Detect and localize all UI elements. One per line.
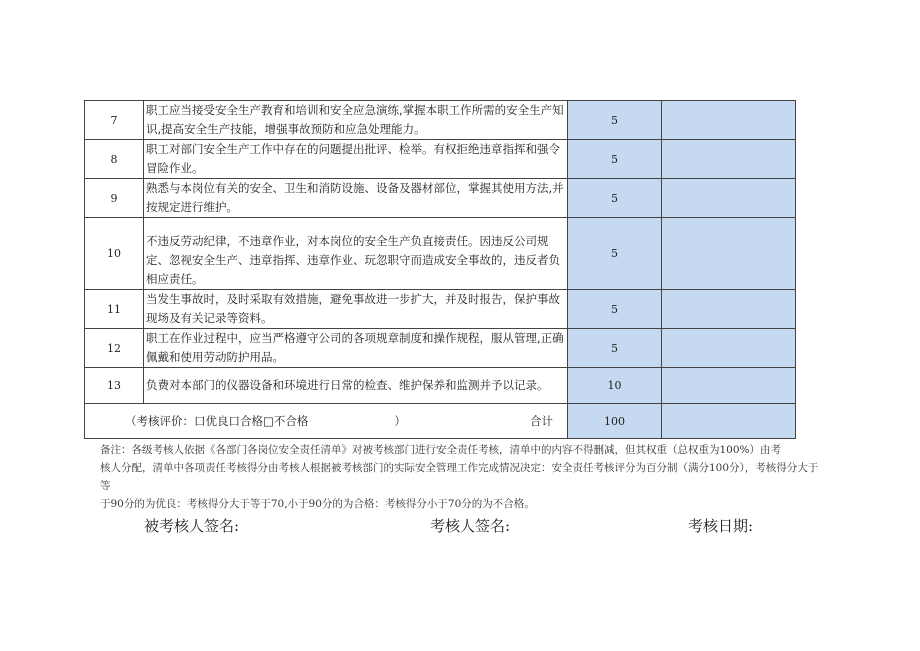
row-score: 5 <box>568 290 662 329</box>
row-score: 5 <box>568 140 662 179</box>
total-score: 100 <box>568 404 662 439</box>
row-score: 5 <box>568 218 662 290</box>
row-content: 职工在作业过程中，应当严格遵守公司的各项规章制度和操作规程，服从管理,正确佩戴和使用劳动防护用品。 <box>144 329 568 368</box>
score-input-cell[interactable] <box>662 140 796 179</box>
row-score: 5 <box>568 179 662 218</box>
row-number: 7 <box>85 101 144 140</box>
total-score-input-cell[interactable] <box>662 404 796 439</box>
row-content: 职工应当接受安全生产教育和培训和安全应急演练,掌握本职工作所需的安全生产知识,提高安全生产技能，增强事故预防和应急处理能力。 <box>144 101 568 140</box>
row-number: 8 <box>85 140 144 179</box>
row-number: 11 <box>85 290 144 329</box>
row-score: 5 <box>568 101 662 140</box>
row-content: 职工对部门安全生产工作中存在的问题提出批评、检举。有权拒绝违章指挥和强令冒险作业。 <box>144 140 568 179</box>
row-score: 5 <box>568 329 662 368</box>
table-row <box>85 140 796 179</box>
examinee-signature-label: 被考核人签名: <box>144 517 240 535</box>
score-input-cell[interactable] <box>662 218 796 290</box>
exam-date-label: 考核日期: <box>688 517 754 535</box>
evaluation-options[interactable]: （考核评价：口优良口合格□不合格 ） <box>125 414 406 428</box>
remarks-note: 备注：各级考核人依据《各部门各岗位安全责任清单》对被考核部门进行安全责任考核，清单中的内容不得删减，但其权重（总权重为100%）由考 核人分配，清单中各项责任考核得分由考核人根据被考核部门的实际安全管理工作完成情况决定：安全责任考核评分为百分制（满分100分），考核得分大于等 于90分的为优良：考核得分大于等于70,小于90分的为合格：考核得分小于70分的为不合格。 <box>100 444 819 510</box>
evaluation-cell <box>85 404 568 439</box>
row-content: 熟悉与本岗位有关的安全、卫生和消防设施、设备及器材部位，掌握其使用方法,并按规定进行维护。 <box>144 179 568 218</box>
score-input-cell[interactable] <box>662 290 796 329</box>
row-content: 不违反劳动纪律，不违章作业，对本岗位的安全生产负直接责任。因违反公司规定、忽视安全生产、违章指挥、违章作业、玩忽职守而造成安全事故的，违反者负相应责任。 <box>144 218 568 290</box>
row-content: 当发生事故时，及时采取有效措施，避免事故进一步扩大，并及时报告，保护事故现场及有关记录等资料。 <box>144 290 568 329</box>
score-input-cell[interactable] <box>662 179 796 218</box>
score-input-cell[interactable] <box>662 329 796 368</box>
row-number: 13 <box>85 368 144 404</box>
table-row <box>85 218 796 290</box>
row-number: 9 <box>85 179 144 218</box>
table-row <box>85 290 796 329</box>
table-row <box>85 101 796 140</box>
row-score: 10 <box>568 368 662 404</box>
row-content: 负费对本部门的仪器设备和环境进行日常的检查、维护保养和监测并予以记录。 <box>144 368 568 404</box>
examiner-signature-label: 考核人签名: <box>430 517 511 535</box>
score-input-cell[interactable] <box>662 368 796 404</box>
table-row <box>85 329 796 368</box>
score-input-cell[interactable] <box>662 101 796 140</box>
responsibility-table <box>84 100 796 439</box>
summary-row <box>85 404 796 439</box>
row-number: 10 <box>85 218 144 290</box>
total-label: 合计 <box>530 414 553 428</box>
row-number: 12 <box>85 329 144 368</box>
table-row <box>85 179 796 218</box>
table-row <box>85 368 796 404</box>
